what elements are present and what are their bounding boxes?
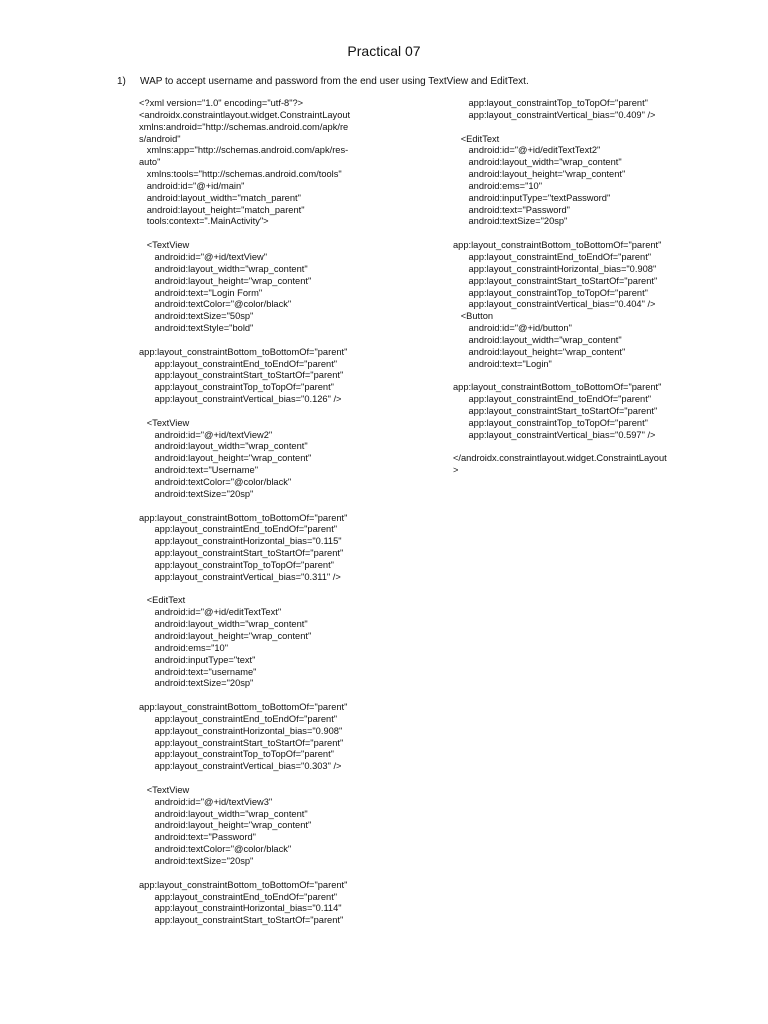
code-column-right: app:layout_constraintTop_toTopOf="parent" app:layout_constraintVertical_bias="0.409" /> <EditText android:id="@+id/editTextText2" android:layout_width="wrap_content" android:layout_height="wrap_content" android:ems="10" android:inputType="textPassword" android:text="Password" android:textSize="20sp" app:layout_constraintBottom_toBottomOf="parent" app:layout_constraintEnd_toEndOf="parent" app:layout_constraintHorizontal_bias="0.908" app:layout_constraintStart_toStartOf="parent" app:layout_constraintTop_toTopOf="parent" app:layout_constraintVertical_bias="0.404" /> <Button android:id="@+id/button" android:layout_width="wrap_content" android:layout_height="wrap_content" android:text="Login" app:layout_constraintBottom_toBottomOf="parent" app:layout_constraintEnd_toEndOf="parent" app:layout_constraintStart_toStartOf="parent" app:layout_constraintTop_toTopOf="parent" app:layout_constraintVertical_bias="0.597" /> </androidx.constraintlayout.widget.ConstraintLayout >	[453, 98, 667, 476]
question-number: 1)	[117, 76, 126, 87]
question-text: WAP to accept username and password from the end user using TextView and EditText.	[140, 76, 529, 87]
code-column-left: <?xml version="1.0" encoding="utf-8"?> <androidx.constraintlayout.widget.ConstraintLayout xmlns:android="http://schemas.android.com/apk/re s/android" xmlns:app="http://schemas.android.com/apk/res- auto" xmlns:tools="http://schemas.android.com/tools" android:id="@+id/main" android:layout_width="match_parent" android:layout_height="match_parent" tools:context=".MainActivity"> <TextView android:id="@+id/textView" android:layout_width="wrap_content" android:layout_height="wrap_content" android:text="Login Form" android:textColor="@color/black" android:textSize="50sp" android:textStyle="bold" app:layout_constraintBottom_toBottomOf="parent" app:layout_constraintEnd_toEndOf="parent" app:layout_constraintStart_toStartOf="parent" app:layout_constraintTop_toTopOf="parent" app:layout_constraintVertical_bias="0.126" /> <TextView android:id="@+id/textView2" android:layout_width="wrap_content" android:layout_height="wrap_content" android:text="Username" android:textColor="@color/black" android:textSize="20sp" app:layout_constraintBottom_toBottomOf="parent" app:layout_constraintEnd_toEndOf="parent" app:layout_constraintHorizontal_bias="0.115" app:layout_constraintStart_toStartOf="parent" app:layout_constraintTop_toTopOf="parent" app:layout_constraintVertical_bias="0.311" /> <EditText android:id="@+id/editTextText" android:layout_width="wrap_content" android:layout_height="wrap_content" android:ems="10" android:inputType="text" android:text="username" android:textSize="20sp" app:layout_constraintBottom_toBottomOf="parent" app:layout_constraintEnd_toEndOf="parent" app:layout_constraintHorizontal_bias="0.908" app:layout_constraintStart_toStartOf="parent" app:layout_constraintTop_toTopOf="parent" app:layout_constraintVertical_bias="0.303" /> <TextView android:id="@+id/textView3" android:layout_width="wrap_content" android:layout_height="wrap_content" android:text="Password" android:textColor="@color/black" android:textSize="20sp" app:layout_constraintBottom_toBottomOf="parent" app:layout_constraintEnd_toEndOf="parent" app:layout_constraintHorizontal_bias="0.114" app:layout_constraintStart_toStartOf="parent"	[139, 98, 351, 926]
page-title: Practical 07	[347, 43, 421, 59]
